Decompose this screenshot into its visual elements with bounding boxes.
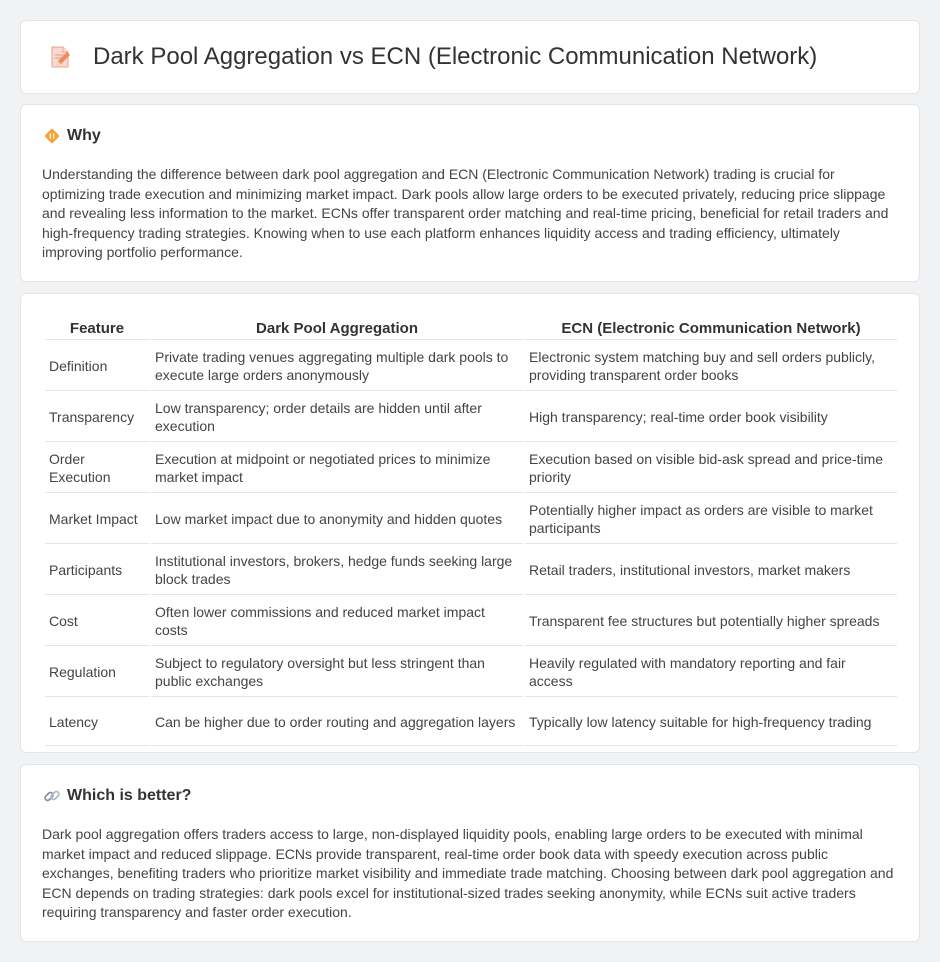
which-is-better-section bbox=[20, 764, 920, 942]
table-row bbox=[45, 342, 897, 391]
ecn-cell: Heavily regulated with mandatory reporting and fair access bbox=[525, 648, 897, 697]
ecn-cell: Transparent fee structures but potentially higher spreads bbox=[525, 597, 897, 646]
comparison-table bbox=[43, 314, 899, 748]
title-card bbox=[20, 20, 920, 94]
feature-cell: Cost bbox=[45, 597, 149, 646]
column-header-dark-pool: Dark Pool Aggregation bbox=[151, 316, 523, 340]
comparison-card bbox=[20, 293, 920, 753]
table-row bbox=[45, 699, 897, 746]
dark-pool-cell: Low market impact due to anonymity and hidden quotes bbox=[151, 495, 523, 544]
table-row bbox=[45, 597, 897, 646]
page-title: Dark Pool Aggregation vs ECN (Electronic Communication Network) bbox=[93, 43, 818, 70]
feature-cell: Transparency bbox=[45, 393, 149, 442]
feature-cell: Market Impact bbox=[45, 495, 149, 544]
dark-pool-cell: Can be higher due to order routing and aggregation layers bbox=[151, 699, 523, 746]
why-text: Understanding the difference between dark pool aggregation and ECN (Electronic Communication Network) trading is crucial for optimizing trade execution and minimizing market impact. Dark pools allow large orders to be executed privately, reducing price slippage and revealing less information to the market. ECNs offer transparent order matching and real-time pricing, beneficial for retail traders and high-frequency trading strategies. Knowing when to use each platform enhances liquidity access and trading efficiency, ultimately improving portfolio performance. bbox=[42, 166, 889, 261]
why-heading: Why bbox=[67, 127, 101, 144]
feature-cell: Order Execution bbox=[45, 444, 149, 493]
dark-pool-cell: Low transparency; order details are hidden until after execution bbox=[151, 393, 523, 442]
feature-cell: Regulation bbox=[45, 648, 149, 697]
feature-cell: Definition bbox=[45, 342, 149, 391]
link-icon bbox=[43, 787, 61, 805]
svg-text:!!: !! bbox=[48, 132, 56, 141]
table-row bbox=[45, 444, 897, 493]
table-row bbox=[45, 648, 897, 697]
ecn-cell: Execution based on visible bid-ask spread and price-time priority bbox=[525, 444, 897, 493]
ecn-cell: Retail traders, institutional investors, market makers bbox=[525, 546, 897, 595]
table-row bbox=[45, 393, 897, 442]
column-header-ecn: ECN (Electronic Communication Network) bbox=[525, 316, 897, 340]
table-row bbox=[45, 495, 897, 544]
ecn-cell: Electronic system matching buy and sell orders publicly, providing transparent order books bbox=[525, 342, 897, 391]
dark-pool-cell: Execution at midpoint or negotiated prices to minimize market impact bbox=[151, 444, 523, 493]
table-header-row bbox=[45, 316, 897, 340]
feature-cell: Latency bbox=[45, 699, 149, 746]
diamond-sign-icon bbox=[43, 127, 61, 145]
dark-pool-cell: Institutional investors, brokers, hedge funds seeking large block trades bbox=[151, 546, 523, 595]
feature-cell: Participants bbox=[45, 546, 149, 595]
dark-pool-cell: Often lower commissions and reduced market impact costs bbox=[151, 597, 523, 646]
ecn-cell: High transparency; real-time order book visibility bbox=[525, 393, 897, 442]
dark-pool-cell: Subject to regulatory oversight but less stringent than public exchanges bbox=[151, 648, 523, 697]
which-is-better-text: Dark pool aggregation offers traders access to large, non-displayed liquidity pools, enabling large orders to be executed with minimal market impact and reduced slippage. ECNs provide transparent, real-time order book data with speedy execution across public exchanges, benefiting traders who prioritize market visibility and immediate trade matching. Choosing between dark pool aggregation and ECN depends on trading strategies: dark pools excel for institutional-sized trades seeking anonymity, while ECNs suit active traders requiring transparency and faster order execution. bbox=[42, 826, 894, 921]
dark-pool-cell: Private trading venues aggregating multiple dark pools to execute large orders anonymously bbox=[151, 342, 523, 391]
column-header-feature: Feature bbox=[45, 316, 149, 340]
table-row bbox=[45, 546, 897, 595]
edit-document-icon bbox=[47, 44, 73, 70]
ecn-cell: Potentially higher impact as orders are visible to market participants bbox=[525, 495, 897, 544]
which-is-better-heading: Which is better? bbox=[67, 787, 192, 804]
ecn-cell: Typically low latency suitable for high-frequency trading bbox=[525, 699, 897, 746]
why-section bbox=[20, 104, 920, 282]
